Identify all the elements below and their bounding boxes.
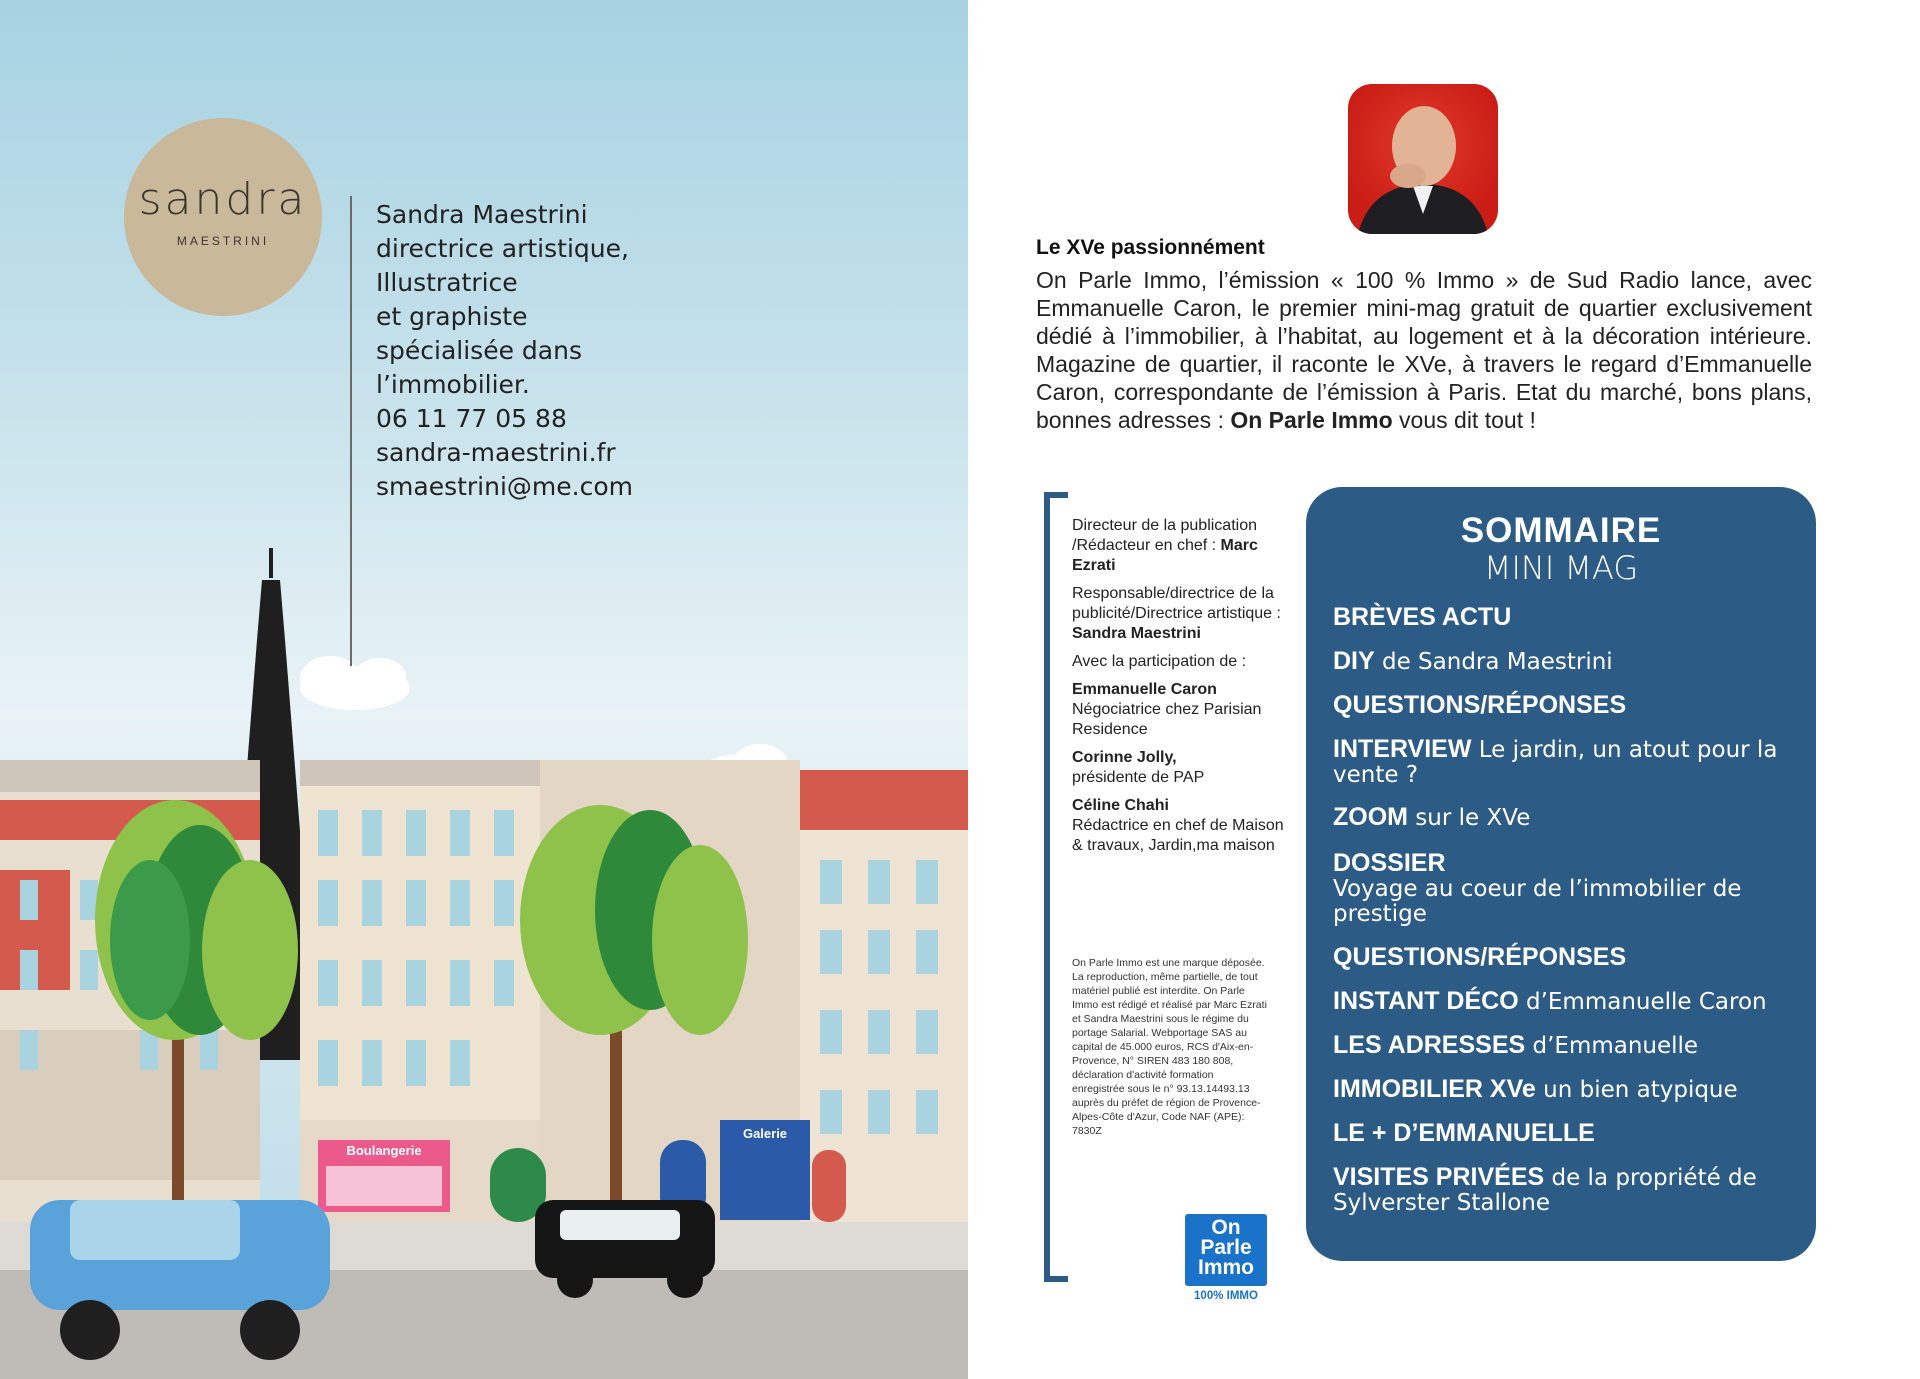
sommaire-item-key: ZOOM <box>1333 803 1408 831</box>
contact-name: Sandra Maestrini <box>376 200 588 229</box>
credit-participant <box>1072 748 1292 788</box>
sommaire-item[interactable] <box>1333 945 1803 971</box>
participant-role: présidente de PAP <box>1072 769 1205 786</box>
logo-word: sandra <box>138 174 308 225</box>
sommaire-item[interactable] <box>1333 989 1803 1015</box>
brand-logo-line-1: On <box>1211 1216 1241 1239</box>
sommaire-title: SOMMAIRE <box>1460 511 1662 550</box>
credit-ad <box>1072 584 1292 644</box>
participant-role: Rédactrice en chef de Maison & travaux, Jardin,ma maison <box>1072 817 1284 854</box>
sommaire-item[interactable] <box>1333 693 1803 719</box>
credit-director <box>1072 516 1292 576</box>
intro-text-brand: On Parle Immo <box>1230 407 1393 433</box>
contact-role-line-1: directrice artistique, <box>376 234 629 263</box>
sommaire-item-text: un bien atypique <box>1535 1077 1738 1103</box>
sommaire-item-key: INSTANT DÉCO <box>1333 987 1519 1015</box>
sommaire-item-key: QUESTIONS/RÉPONSES <box>1333 691 1627 719</box>
credit-director-name: Marc Ezrati <box>1072 537 1258 574</box>
on-parle-immo-logo <box>1185 1214 1267 1286</box>
intro-paragraph <box>1036 266 1812 434</box>
contact-role-line-4: spécialisée dans <box>376 336 582 365</box>
sommaire-item[interactable] <box>1333 1165 1803 1216</box>
sommaire-item-text: de la propriété de Sylverster Stallone <box>1333 1165 1757 1216</box>
sommaire-item-key: QUESTIONS/RÉPONSES <box>1333 943 1627 971</box>
sommaire-item-text: de Sandra Maestrini <box>1374 649 1613 675</box>
credit-director-label: Directeur de la publication /Rédacteur en chef : <box>1072 517 1257 554</box>
intro-text-end: vous dit tout ! <box>1392 407 1536 433</box>
contact-role-line-3: et graphiste <box>376 302 528 331</box>
sommaire-item-text: Voyage au coeur de l’immobilier de prestige <box>1333 876 1742 927</box>
credit-participant <box>1072 796 1292 856</box>
sommaire-item[interactable] <box>1333 1077 1803 1103</box>
legal-notice: On Parle Immo est une marque déposée. La reproduction, même partielle, de tout matériel publié est interdite. On Parle Immo est rédigé et réalisé par Marc Ezrati et Sandra Maestrini sous le régime du portage Salarial. Webportage SAS au capital de 45.000 euros, RCS d'Aix-en-Provence, N° SIREN 483 180 808, déclaration d'activité formation enregistrée sous le n° 93.13.14493.13 auprès du préfet de région de Provence-Alpes-Côte d'Azur, Code NAF (APE): 7830Z <box>1072 957 1267 1137</box>
brand-logo-line-2: Parle <box>1200 1236 1252 1259</box>
credits-bracket <box>1044 492 1068 1282</box>
intro-title: Le XVe passionnément <box>1036 236 1265 259</box>
intro-text-main: On Parle Immo, l’émission « 100 % Immo » de Sud Radio lance, avec Emmanuelle Caron, le premier mini-mag gratuit de quartier exclusivement dédié à l’immobilier, à l’habitat, au logement et à la décoration intérieure. Magazine de quartier, il raconte le XVe, à travers le regard d’Emmanuelle Caron, correspondante de l’émission à Paris. Etat du marché, bons plans, bonnes adresses : <box>1036 267 1812 433</box>
sommaire-item-key: LES ADRESSES <box>1333 1031 1526 1059</box>
credit-participant <box>1072 680 1292 740</box>
sommaire-item-key: BRÈVES ACTU <box>1333 603 1512 631</box>
contact-email[interactable]: smaestrini@me.com <box>376 472 633 501</box>
credit-ad-label: Responsable/directrice de la publicité/Directrice artistique : <box>1072 585 1281 622</box>
credit-participation-label: Avec la participation de : <box>1072 653 1247 670</box>
logo-subtitle: MAESTRINI <box>176 234 270 248</box>
sommaire-item-key: DOSSIER <box>1333 849 1446 877</box>
credits-column <box>1072 516 1292 864</box>
sommaire-item[interactable] <box>1333 851 1803 927</box>
sommaire-item[interactable] <box>1333 649 1803 675</box>
contact-role-line-2: Illustratrice <box>376 268 518 297</box>
contact-phone[interactable]: 06 11 77 05 88 <box>376 404 567 433</box>
gallery-sign: Galerie <box>742 1126 788 1141</box>
sandra-maestrini-logo <box>124 118 322 316</box>
portrait-illustration <box>1348 84 1498 234</box>
sommaire-item-key: DIY <box>1333 647 1375 675</box>
participant-role: Négociatrice chez Parisian Residence <box>1072 701 1262 738</box>
credit-ad-name: Sandra Maestrini <box>1072 625 1201 642</box>
sommaire-item-key: IMMOBILIER XVe <box>1333 1075 1536 1103</box>
sommaire-item-text: d’Emmanuelle <box>1525 1033 1699 1059</box>
participant-name: Corinne Jolly, <box>1072 749 1177 766</box>
sommaire-item-key: INTERVIEW <box>1333 735 1472 763</box>
sommaire-item-key: VISITES PRIVÉES <box>1333 1163 1545 1191</box>
participant-name: Emmanuelle Caron <box>1072 681 1217 698</box>
contact-website[interactable]: sandra-maestrini.fr <box>376 438 616 467</box>
contact-block <box>376 198 796 504</box>
sommaire-item-text: Le jardin, un atout pour la vente ? <box>1333 737 1778 788</box>
sommaire-item-key: LE + D’EMMANUELLE <box>1333 1119 1595 1147</box>
sommaire-item-text: d’Emmanuelle Caron <box>1518 989 1767 1015</box>
contact-divider-line <box>350 196 352 666</box>
author-photo <box>1348 84 1498 234</box>
sommaire-item[interactable] <box>1333 805 1803 831</box>
participant-name: Céline Chahi <box>1072 797 1169 814</box>
sommaire-panel <box>1306 487 1816 1261</box>
sommaire-item[interactable] <box>1333 1121 1803 1147</box>
brand-logo-line-3: Immo <box>1197 1256 1254 1279</box>
sommaire-subtitle: MINI MAG <box>1483 549 1639 587</box>
sommaire-item-text: sur le XVe <box>1408 805 1531 831</box>
sommaire-item[interactable] <box>1333 737 1803 788</box>
sommaire-item[interactable] <box>1333 1033 1803 1059</box>
brand-tagline: 100% IMMO <box>1194 1290 1258 1302</box>
contact-role-line-5: l’immobilier. <box>376 370 530 399</box>
bakery-sign: Boulangerie <box>346 1143 422 1158</box>
sommaire-item[interactable] <box>1333 605 1803 631</box>
